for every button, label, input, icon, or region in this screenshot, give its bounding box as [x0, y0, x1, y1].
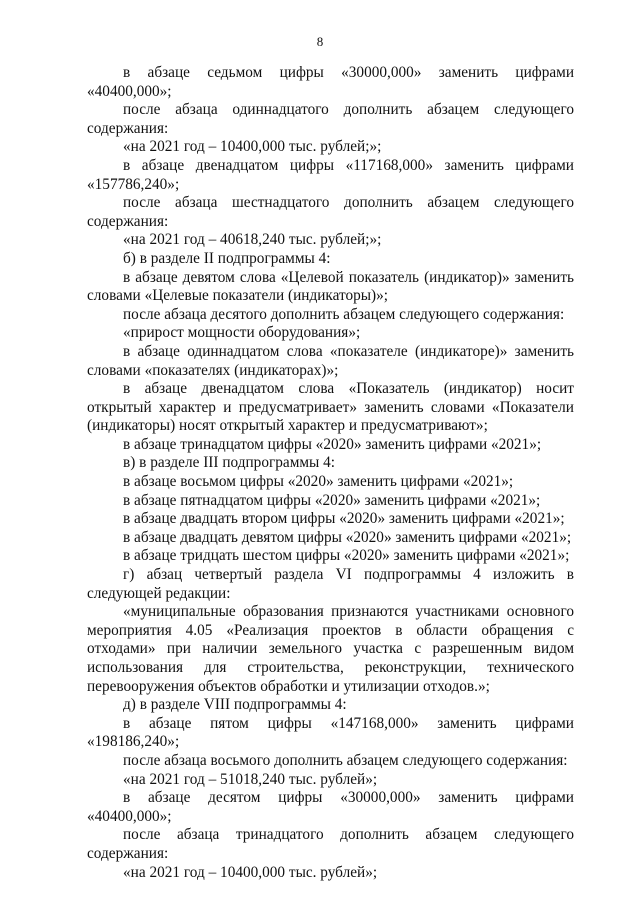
paragraph: в абзаце тридцать шестом цифры «2020» заменить цифрами «2021»; — [123, 547, 570, 565]
paragraph: после абзаца одиннадцатого дополнить абзацем следующего содержания: — [87, 101, 574, 137]
paragraph: в абзаце двадцать втором цифры «2020» заменить цифрами «2021»; — [123, 510, 565, 528]
paragraph: в абзаце двенадцатом цифры «117168,000» заменить цифрами «157786,240»; — [87, 156, 574, 193]
paragraph: в абзаце двенадцатом слова «Показатель (индикатор) носит открытый характер и предусматривает» заменить словами «Показатели (индикаторы) носят открытый характер и предусматривают»; — [87, 380, 574, 435]
paragraph: «на 2021 год – 51018,240 тыс. рублей»; — [123, 770, 378, 788]
paragraph: после абзаца восьмого дополнить абзацем следующего содержания: — [123, 751, 568, 769]
paragraph: «на 2021 год – 40618,240 тыс. рублей;»; — [123, 231, 382, 249]
paragraph: д) в разделе VIII подпрограммы 4: — [123, 696, 347, 714]
paragraph: «на 2021 год – 10400,000 тыс. рублей»; — [123, 863, 378, 881]
paragraph: «на 2021 год – 10400,000 тыс. рублей;»; — [123, 138, 382, 156]
document-body — [87, 64, 574, 882]
paragraph: в абзаце восьмом цифры «2020» заменить цифрами «2021»; — [123, 473, 514, 491]
paragraph: после абзаца десятого дополнить абзацем следующего содержания: — [123, 305, 565, 323]
paragraph: в абзаце одиннадцатом слова «показателе (индикаторе)» заменить словами «показателях (индикаторах)»; — [87, 342, 574, 379]
paragraph: в абзаце седьмом цифры «30000,000» заменить цифрами «40400,000»; — [87, 64, 574, 100]
paragraph: в) в разделе III подпрограммы 4: — [123, 454, 336, 472]
page-number: 8 — [316, 34, 324, 49]
paragraph: «прирост мощности оборудования»; — [123, 324, 361, 342]
paragraph: после абзаца шестнадцатого дополнить абзацем следующего содержания: — [87, 194, 574, 230]
paragraph: в абзаце двадцать девятом цифры «2020» заменить цифрами «2021»; — [123, 528, 572, 546]
paragraph: в абзаце тринадцатом цифры «2020» заменить цифрами «2021»; — [123, 435, 542, 453]
paragraph: в абзаце пятнадцатом цифры «2020» заменить цифрами «2021»; — [123, 491, 541, 509]
paragraph: «муниципальные образования признаются участниками основного мероприятия 4.05 «Реализация проектов в области обращения с отходами» при наличии земельного участка с разрешенным видом использования для строительства, реконструкции, технического перевооружения объектов обработки и утилизации отходов.»; — [87, 603, 574, 695]
paragraph: в абзаце пятом цифры «147168,000» заменить цифрами «198186,240»; — [87, 714, 574, 751]
paragraph: после абзаца тринадцатого дополнить абзацем следующего содержания: — [87, 826, 574, 862]
paragraph: г) абзац четвертый раздела VI подпрограммы 4 изложить в следующей редакции: — [87, 566, 574, 602]
paragraph: в абзаце десятом цифры «30000,000» заменить цифрами «40400,000»; — [87, 789, 574, 825]
paragraph: б) в разделе II подпрограммы 4: — [123, 249, 331, 267]
paragraph: в абзаце девятом слова «Целевой показатель (индикатор)» заменить словами «Целевые показатели (индикаторы)»; — [87, 268, 574, 305]
